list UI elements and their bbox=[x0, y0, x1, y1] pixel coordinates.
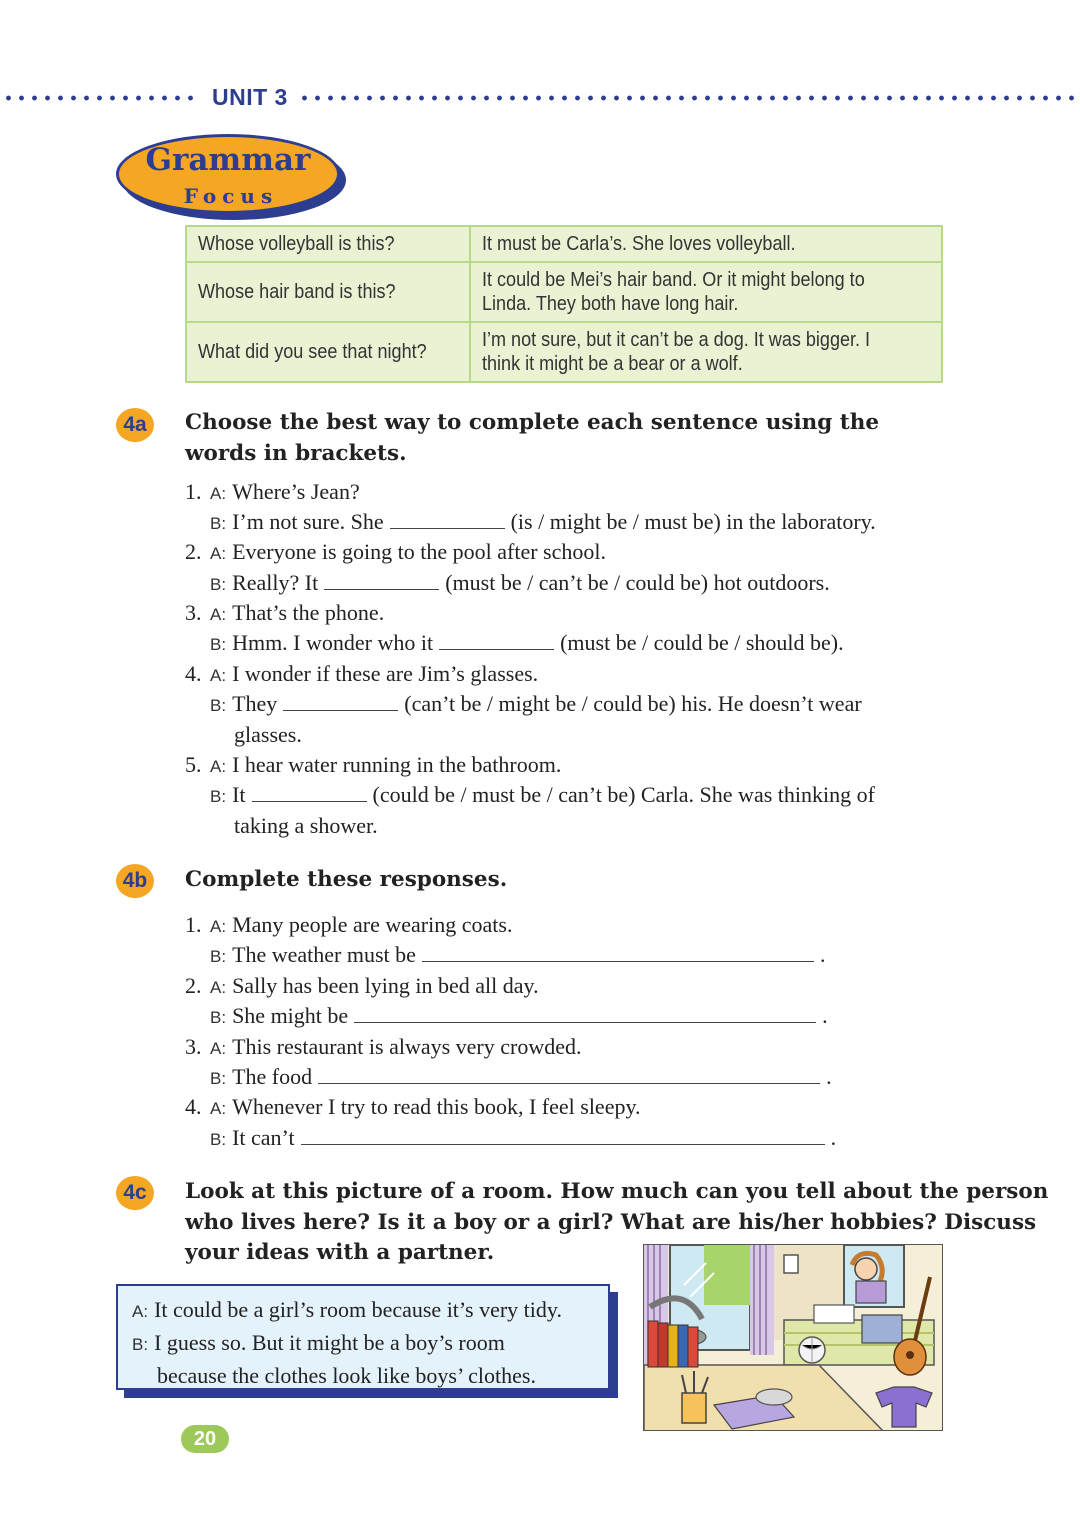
line-a: A: Everyone is going to the pool after school. bbox=[210, 539, 606, 564]
dialogue-line: A: It could be a girl’s room because it’s very tidy. bbox=[132, 1297, 562, 1322]
dialogue-line: because the clothes look like boys’ clothes. bbox=[157, 1363, 536, 1388]
table-question: What did you see that night? bbox=[186, 322, 470, 382]
line-a: A: That’s the phone. bbox=[210, 600, 385, 625]
item-number: 4. bbox=[185, 661, 202, 686]
line-b: B: The weather must be . bbox=[210, 942, 826, 967]
instruction-4b: Complete these responses. bbox=[185, 867, 508, 892]
item-number: 4. bbox=[185, 1094, 202, 1119]
answer-blank[interactable] bbox=[390, 507, 505, 529]
table-answer: I’m not sure, but it can’t be a dog. It was bigger. I think it might be a bear or a wolf. bbox=[470, 322, 942, 382]
unit-header bbox=[0, 84, 1080, 110]
unit-title: UNIT 3 bbox=[212, 84, 288, 110]
instruction-4a: Choose the best way to complete each sentence using the words in brackets. bbox=[185, 410, 880, 466]
line-b: B: Really? It (must be / can’t be / could be) hot outdoors. bbox=[210, 570, 830, 595]
line-b-continued: glasses. bbox=[234, 722, 302, 747]
answer-blank[interactable] bbox=[324, 568, 439, 590]
grammar-focus-badge bbox=[116, 134, 346, 220]
line-b-continued: taking a shower. bbox=[234, 813, 378, 838]
line-a: A: Sally has been lying in bed all day. bbox=[210, 973, 539, 998]
line-a: A: I wonder if these are Jim’s glasses. bbox=[210, 661, 539, 686]
table-answer: It must be Carla’s. She loves volleyball. bbox=[470, 226, 942, 262]
table-question: Whose volleyball is this? bbox=[186, 226, 470, 262]
grammar-table bbox=[185, 225, 943, 383]
room-drawing bbox=[644, 1245, 943, 1431]
item-number: 1. bbox=[185, 912, 202, 937]
answer-blank[interactable] bbox=[283, 689, 398, 711]
item-number: 1. bbox=[185, 479, 202, 504]
item-number: 5. bbox=[185, 752, 202, 777]
page-number: 20 bbox=[181, 1425, 229, 1453]
header-dots-right bbox=[298, 95, 1078, 101]
answer-blank[interactable] bbox=[318, 1062, 820, 1084]
dialogue-line: B: I guess so. But it might be a boy’s room bbox=[132, 1330, 505, 1355]
answer-blank[interactable] bbox=[354, 1001, 816, 1023]
answer-blank[interactable] bbox=[439, 628, 554, 650]
table-row bbox=[186, 322, 942, 382]
room-illustration bbox=[643, 1244, 943, 1431]
line-a: A: Whenever I try to read this book, I feel sleepy. bbox=[210, 1094, 641, 1119]
line-a: A: I hear water running in the bathroom. bbox=[210, 752, 562, 777]
line-a: A: Many people are wearing coats. bbox=[210, 912, 513, 937]
answer-blank[interactable] bbox=[252, 780, 367, 802]
instruction-line: who lives here? Is it a boy or a girl? What are his/her hobbies? Discuss bbox=[185, 1209, 1037, 1235]
line-b: B: I’m not sure. She (is / might be / must be) in the laboratory. bbox=[210, 509, 876, 534]
section-marker-4c: 4c bbox=[116, 1176, 154, 1210]
line-b: B: The food . bbox=[210, 1064, 832, 1089]
line-a: A: This restaurant is always very crowded. bbox=[210, 1034, 582, 1059]
section-marker-4b: 4b bbox=[116, 864, 154, 898]
table-row bbox=[186, 226, 942, 262]
item-number: 3. bbox=[185, 1034, 202, 1059]
line-b: B: It can’t . bbox=[210, 1125, 837, 1150]
answer-blank[interactable] bbox=[422, 940, 814, 962]
line-b: B: She might be . bbox=[210, 1003, 828, 1028]
line-a: A: Where’s Jean? bbox=[210, 479, 360, 504]
badge-title: Grammar bbox=[145, 142, 311, 178]
table-row bbox=[186, 262, 942, 322]
line-b: B: They (can’t be / might be / could be) his. He doesn’t wear bbox=[210, 691, 862, 716]
sample-dialogue bbox=[116, 1284, 610, 1390]
item-number: 2. bbox=[185, 539, 202, 564]
line-b: B: Hmm. I wonder who it (must be / could be / should be). bbox=[210, 630, 844, 655]
table-question: Whose hair band is this? bbox=[186, 262, 470, 322]
instruction-line: your ideas with a partner. bbox=[185, 1240, 495, 1265]
section-marker-4a: 4a bbox=[116, 408, 154, 442]
item-number: 2. bbox=[185, 973, 202, 998]
badge-subtitle: Focus bbox=[183, 184, 279, 208]
table-answer: It could be Mei’s hair band. Or it might belong to Linda. They both have long hair. bbox=[470, 262, 942, 322]
line-b: B: It (could be / must be / can’t be) Carla. She was thinking of bbox=[210, 782, 875, 807]
instruction-line: Look at this picture of a room. How much can you tell about the person bbox=[185, 1179, 1049, 1204]
item-number: 3. bbox=[185, 600, 202, 625]
answer-blank[interactable] bbox=[301, 1123, 825, 1145]
header-dots-left bbox=[2, 95, 198, 101]
